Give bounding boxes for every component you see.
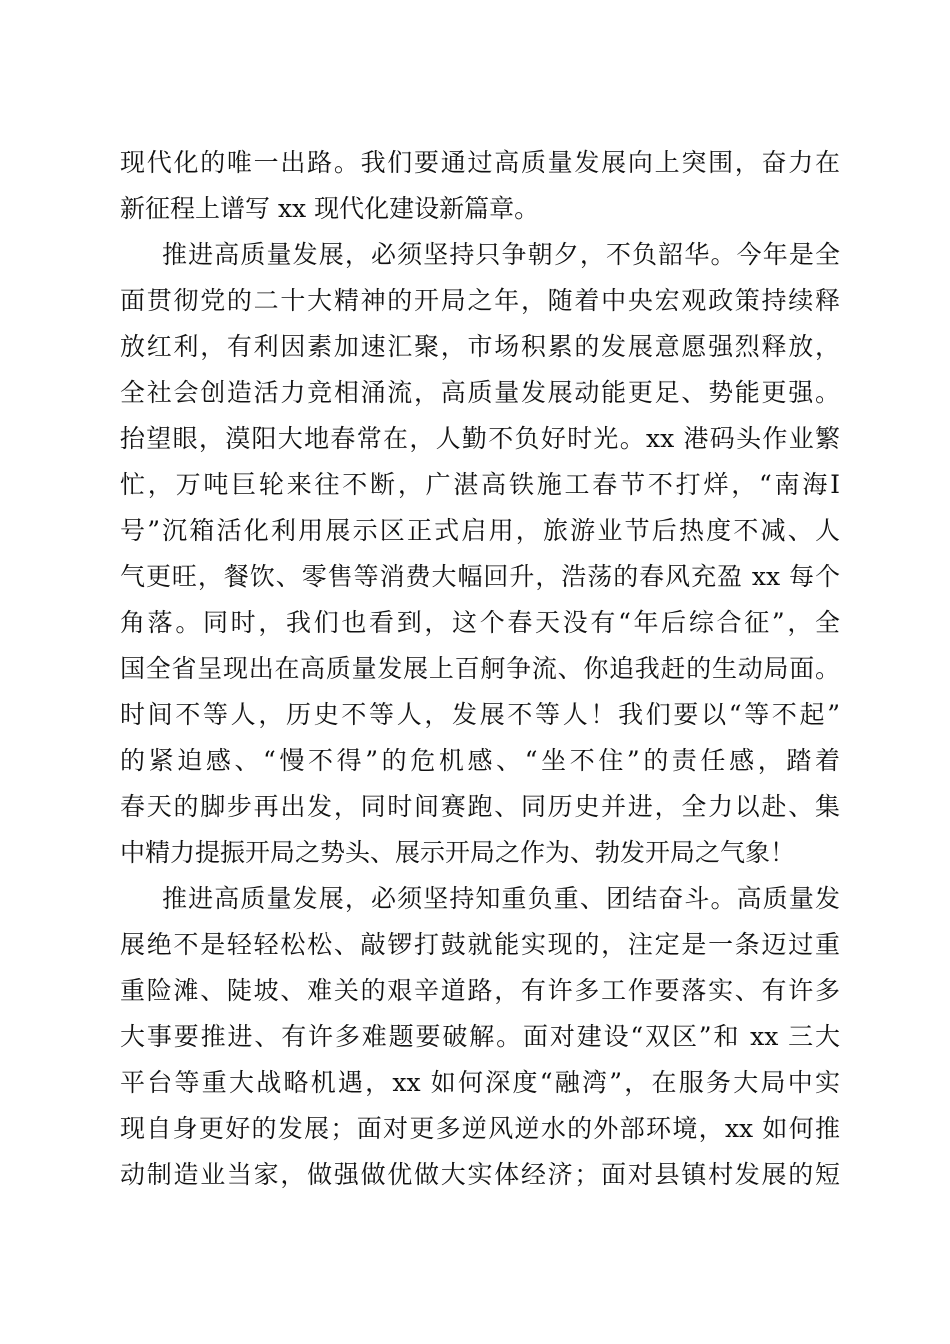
text-line: 展绝不是轻轻松松、敲锣打鼓就能实现的，注定是一条迈过重 (120, 930, 840, 959)
text-line: 动制造业当家，做强做优做大实体经济；面对县镇村发展的短 (120, 1160, 840, 1189)
text-line: 气更旺，餐饮、零售等消费大幅回升，浩荡的春风充盈 xx 每个 (120, 562, 840, 591)
text-line: 春天的脚步再出发，同时间赛跑、同历史并进，全力以赴、集 (120, 792, 840, 821)
text-line: 放红利，有利因素加速汇聚，市场积累的发展意愿强烈释放， (120, 332, 840, 361)
text-line: 中精力提振开局之势头、展示开局之作为、勃发开局之气象！ (120, 838, 796, 867)
text-line: 抬望眼，漠阳大地春常在，人勤不负好时光。xx 港码头作业繁 (120, 424, 840, 453)
text-line: 平台等重大战略机遇，xx 如何深度“融湾”，在服务大局中实 (120, 1068, 840, 1097)
text-line: 面贯彻党的二十大精神的开局之年，随着中央宏观政策持续释 (120, 286, 840, 315)
text-line: 忙，万吨巨轮来往不断，广湛高铁施工春节不打烊，“南海Ⅰ (120, 470, 840, 499)
text-line: 国全省呈现出在高质量发展上百舸争流、你追我赶的生动局面。 (120, 654, 840, 683)
text-line: 现代化的唯一出路。我们要通过高质量发展向上突围，奋力在 (120, 148, 840, 177)
text-line: 重险滩、陡坡、难关的艰辛道路，有许多工作要落实、有许多 (120, 976, 840, 1005)
text-line: 的紧迫感、“慢不得”的危机感、“坐不住”的责任感，踏着 (120, 746, 840, 775)
text-line: 全社会创造活力竞相涌流，高质量发展动能更足、势能更强。 (120, 378, 840, 407)
text-line: 大事要推进、有许多难题要破解。面对建设“双区”和 xx 三大 (120, 1022, 840, 1051)
paragraph-first-line: 推进高质量发展，必须坚持知重负重、团结奋斗。高质量发 (162, 884, 840, 913)
text-line: 新征程上谱写 xx 现代化建设新篇章。 (120, 194, 540, 223)
paragraph-first-line: 推进高质量发展，必须坚持只争朝夕，不负韶华。今年是全 (162, 240, 840, 269)
text-line: 号”沉箱活化利用展示区正式启用，旅游业节后热度不减、人 (120, 516, 840, 545)
text-line: 现自身更好的发展；面对更多逆风逆水的外部环境，xx 如何推 (120, 1114, 840, 1143)
text-line: 角落。同时，我们也看到，这个春天没有“年后综合征”，全 (120, 608, 840, 637)
document-body (120, 140, 840, 1198)
text-line: 时间不等人，历史不等人，发展不等人！我们要以“等不起” (120, 700, 840, 729)
